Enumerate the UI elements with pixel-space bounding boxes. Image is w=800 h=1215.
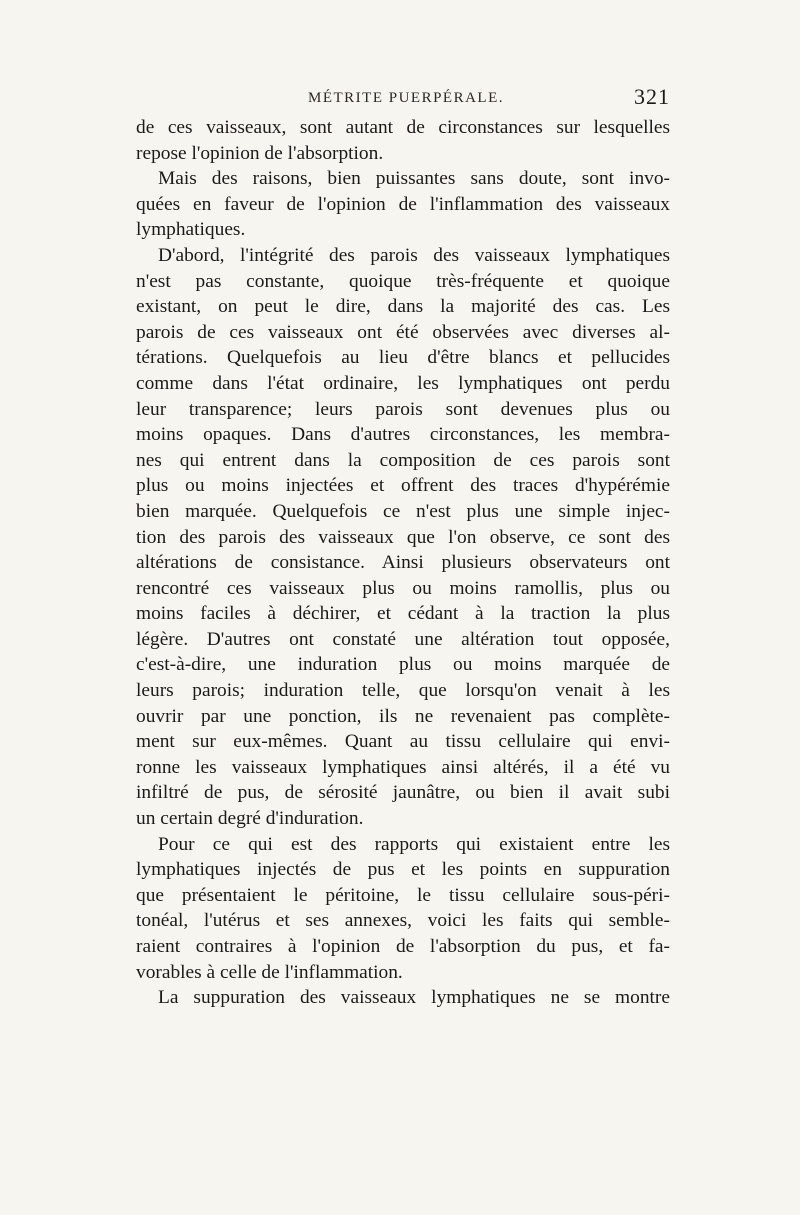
text-line: n'est pas constante, quoique très-fréquente et quoique (136, 270, 670, 292)
text-line: Pour ce qui est des rapports qui existaient entre les (158, 833, 670, 855)
text-line: moins opaques. Dans d'autres circonstances, les membra- (136, 424, 670, 446)
text-line: infiltré de pus, de sérosité jaunâtre, ou bien il avait subi (136, 782, 670, 804)
text-line: rencontré ces vaisseaux plus ou moins ramollis, plus ou (136, 577, 670, 599)
text-line: quées en faveur de l'opinion de l'inflammation des vaisseaux (136, 193, 670, 215)
running-head (138, 84, 670, 114)
text-line: leurs parois; induration telle, que lorsqu'on venait à les (136, 680, 670, 702)
text-line: que présentaient le péritoine, le tissu cellulaire sous-péri- (136, 884, 670, 906)
text-line: ronne les vaisseaux lymphatiques ainsi altérés, il a été vu (136, 756, 670, 778)
text-line: repose l'opinion de l'absorption. (136, 142, 384, 164)
text-line: lymphatiques injectés de pus et les points en suppuration (136, 859, 670, 881)
text-line: tonéal, l'utérus et ses annexes, voici les faits qui semble- (136, 910, 670, 932)
text-line: parois de ces vaisseaux ont été observées avec diverses al- (136, 321, 670, 343)
text-line: altérations de consistance. Ainsi plusieurs observateurs ont (136, 552, 670, 574)
body-text (136, 115, 670, 1011)
page-number: 321 (634, 84, 670, 109)
text-line: leur transparence; leurs parois sont devenues plus ou (136, 398, 670, 420)
text-line: comme dans l'état ordinaire, les lymphatiques ont perdu (136, 372, 670, 394)
text-line: Mais des raisons, bien puissantes sans doute, sont invo- (158, 168, 670, 190)
text-line: térations. Quelquefois au lieu d'être blancs et pellucides (136, 347, 670, 369)
text-line: vorables à celle de l'inflammation. (136, 961, 403, 983)
text-line: La suppuration des vaisseaux lymphatiques ne se montre (158, 987, 670, 1009)
text-line: légère. D'autres ont constaté une altération tout opposée, (136, 628, 670, 650)
text-line: raient contraires à l'opinion de l'absorption du pus, et fa- (136, 936, 670, 957)
text-line: de ces vaisseaux, sont autant de circonstances sur lesquelles (136, 117, 670, 138)
text-line: existant, on peut le dire, dans la majorité des cas. Les (136, 296, 670, 318)
text-line: plus ou moins injectées et offrent des traces d'hypérémie (136, 475, 670, 497)
text-line: D'abord, l'intégrité des parois des vaisseaux lymphatiques (158, 244, 670, 266)
text-line: bien marquée. Quelquefois ce n'est plus une simple injec- (136, 500, 670, 522)
text-line: moins faciles à déchirer, et cédant à la traction la plus (136, 603, 670, 625)
text-line: lymphatiques. (136, 219, 246, 241)
running-title: MÉTRITE PUERPÉRALE. (308, 90, 504, 106)
text-line: c'est-à-dire, une induration plus ou moins marquée de (136, 654, 670, 676)
text-line: nes qui entrent dans la composition de ces parois sont (136, 449, 670, 471)
text-line: tion des parois des vaisseaux que l'on observe, ce sont des (136, 526, 670, 548)
text-line: ment sur eux-mêmes. Quant au tissu cellulaire qui envi- (136, 731, 670, 753)
text-line: ouvrir par une ponction, ils ne revenaient pas complète- (136, 705, 670, 727)
text-line: un certain degré d'induration. (136, 808, 364, 830)
